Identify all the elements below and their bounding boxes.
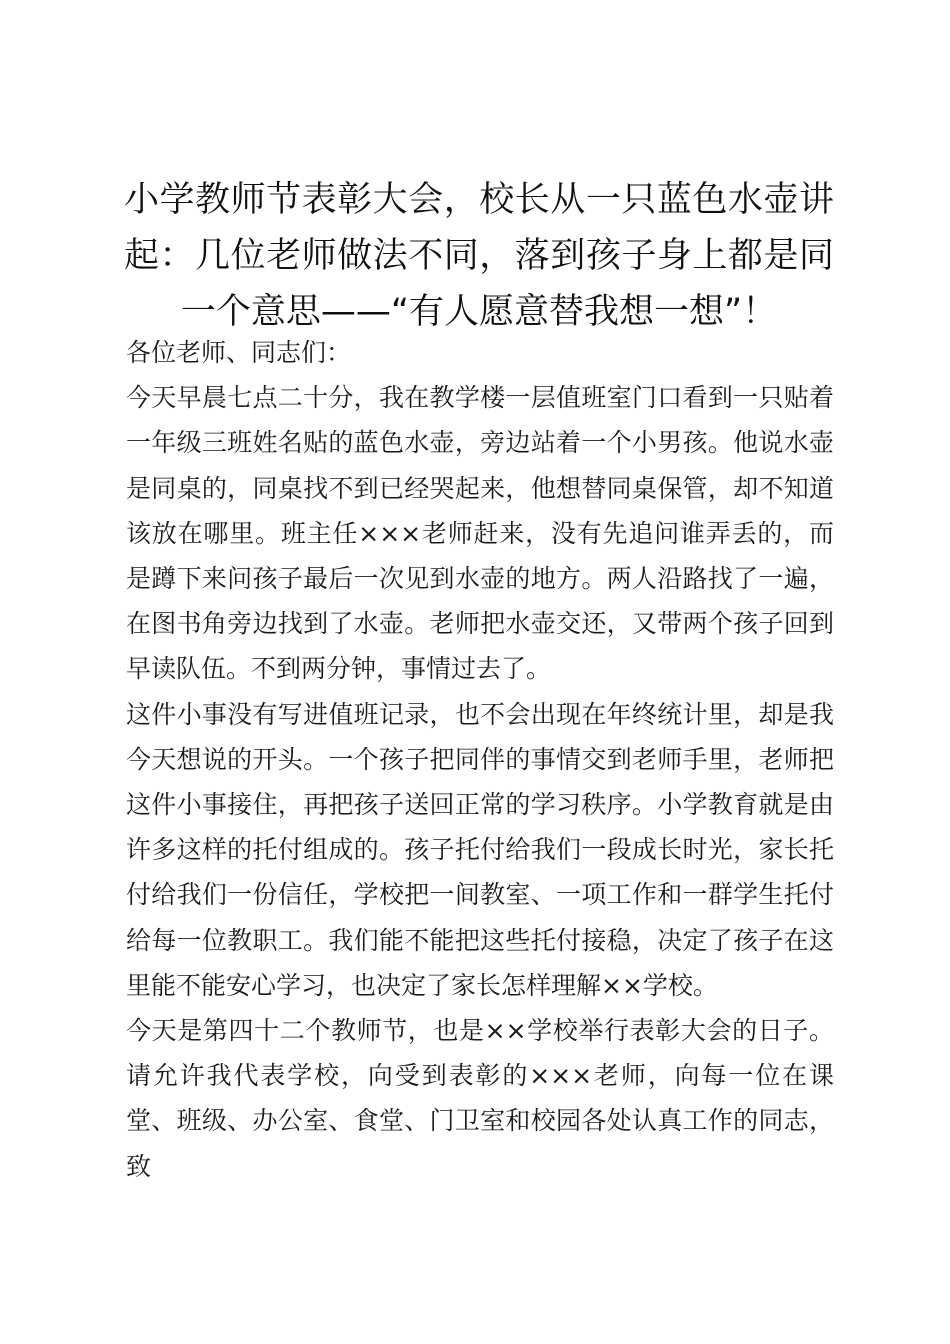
salutation: 各位老师、同志们： [126, 338, 352, 367]
paragraph-1: 今天早晨七点二十分，我在教学楼一层值班室门口看到一只贴着一年级三班姓名贴的蓝色水壶，旁边站着一个小男孩。他说水壶是同桌的，同桌找不到已经哭起来，他想替同桌保管，却不知道该放在哪里。班主任×××老师赶来，没有先追问谁弄丢的，而是蹲下来问孩子最后一次见到水壶的地方。两人沿路找了一遍，在图书角旁边找到了水壶。老师把水壶交还，又带两个孩子回到早读队伍。不到两分钟，事情过去了。 [126, 383, 834, 684]
paragraph-3: 今天是第四十二个教师节，也是××学校举行表彰大会的日子。请允许我代表学校，向受到表彰的×××老师，向每一位在课堂、班级、办公室、食堂、门卫室和校园各处认真工作的同志，致 [126, 1016, 834, 1181]
document-body [126, 330, 834, 1189]
paragraph-2: 这件小事没有写进值班记录，也不会出现在年终统计里，却是我今天想说的开头。一个孩子把同伴的事情交到老师手里，老师把这件小事接住，再把孩子送回正常的学习秩序。小学教育就是由许多这样的托付组成的。孩子托付给我们一段成长时光，家长托付给我们一份信任，学校把一间教室、一项工作和一群学生托付给每一位教职工。我们能不能把这些托付接稳，决定了孩子在这里能不能安心学习，也决定了家长怎样理解××学校。 [126, 699, 834, 1000]
document-title: 小学教师节表彰大会，校长从一只蓝色水壶讲起：几位老师做法不同，落到孩子身上都是同一个意思——“有人愿意替我想一想”！ [124, 180, 834, 332]
